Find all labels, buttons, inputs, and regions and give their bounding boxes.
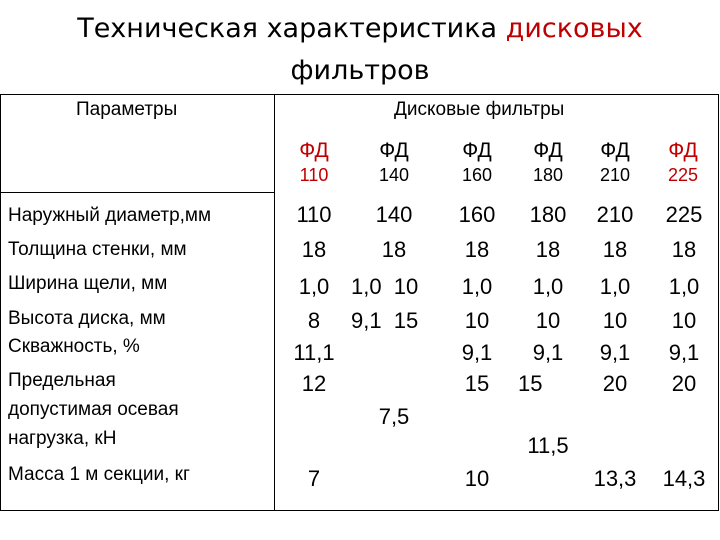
cell-diameter: 210 [596, 202, 634, 227]
cell-wall: 18 [671, 237, 697, 262]
cell-diameter: 225 [665, 202, 703, 227]
cell-slot: 1,0 [599, 274, 631, 299]
column-name: ФД [533, 139, 563, 162]
filters-header: Дисковые фильтры [394, 99, 565, 120]
params-header: Параметры [76, 99, 178, 120]
cell-slot: 1,0 [668, 274, 700, 299]
cell-diameter: 160 [458, 202, 496, 227]
column-header-fd110 [289, 139, 339, 187]
cell-porosity: 9,1 [599, 340, 631, 365]
cell-wall: 18 [602, 237, 628, 262]
title-part2: дисковых [505, 13, 643, 44]
cell-wall: 18 [301, 237, 327, 262]
cell-height: 10 [671, 308, 697, 333]
cell-diameter: 110 [296, 202, 332, 227]
header-divider [0, 192, 275, 193]
column-number: 225 [667, 165, 699, 185]
row-label-diameter: Наружный диаметр,мм [8, 205, 212, 226]
column-name: ФД [668, 139, 698, 162]
cell-load-fd140: 7,5 [378, 404, 410, 429]
cell-wall: 18 [464, 237, 490, 262]
cell-porosity: 11,1 [293, 340, 335, 365]
row-label-wall: Толщина стенки, мм [8, 239, 187, 260]
row-label-height: Высота диска, мм [8, 308, 166, 329]
column-number: 140 [378, 165, 410, 185]
cell-slot: 1,0 10 [351, 274, 419, 299]
cell-mass: 10 [464, 466, 490, 491]
cell-porosity: 9,1 [532, 340, 564, 365]
column-header-fd160 [452, 139, 502, 187]
row-label-load-3: нагрузка, кН [8, 428, 117, 449]
cell-height: 10 [464, 308, 490, 333]
table-divider [274, 94, 275, 511]
cell-mass: 14,3 [662, 466, 706, 491]
column-header-fd225 [658, 139, 708, 187]
cell-porosity: 9,1 [461, 340, 493, 365]
column-number: 160 [461, 165, 493, 185]
cell-height: 10 [602, 308, 628, 333]
title-line2: фильтров [290, 55, 430, 86]
cell-load: 20 [602, 371, 628, 396]
column-number: 210 [599, 165, 631, 185]
page-title [0, 8, 720, 92]
specs-table [0, 94, 719, 511]
cell-load: 15 [518, 371, 543, 396]
cell-wall: 18 [535, 237, 561, 262]
column-name: ФД [600, 139, 630, 162]
row-label-load-1: Предельная [8, 370, 116, 391]
column-name: ФД [462, 139, 492, 162]
title-part1: Техническая характеристика [77, 13, 506, 44]
column-header-fd180 [523, 139, 573, 187]
cell-mass: 7 [307, 466, 321, 491]
column-name: ФД [379, 139, 409, 162]
row-label-mass: Масса 1 м секции, кг [8, 464, 190, 485]
cell-height: 9,1 15 [351, 308, 419, 333]
cell-load: 12 [301, 371, 327, 396]
column-name: ФД [299, 139, 329, 162]
row-label-porosity: Скважность, % [8, 336, 140, 357]
cell-mass: 13,3 [593, 466, 637, 491]
cell-load: 20 [671, 371, 697, 396]
cell-diameter: 180 [529, 202, 567, 227]
column-number: 110 [299, 165, 329, 185]
cell-load: 15 [464, 371, 490, 396]
cell-slot: 1,0 [532, 274, 564, 299]
column-number: 180 [532, 165, 564, 185]
cell-porosity: 9,1 [668, 340, 700, 365]
row-label-load-2: допустимая осевая [8, 399, 179, 420]
cell-diameter: 140 [375, 202, 413, 227]
row-label-slot: Ширина щели, мм [8, 273, 168, 294]
column-header-fd210 [590, 139, 640, 187]
cell-height: 8 [307, 308, 321, 333]
cell-slot: 1,0 [461, 274, 493, 299]
cell-height: 10 [535, 308, 561, 333]
cell-load-fd180: 11,5 [527, 433, 569, 458]
cell-slot: 1,0 [298, 274, 330, 299]
column-header-fd140 [369, 139, 419, 187]
cell-wall: 18 [381, 237, 407, 262]
